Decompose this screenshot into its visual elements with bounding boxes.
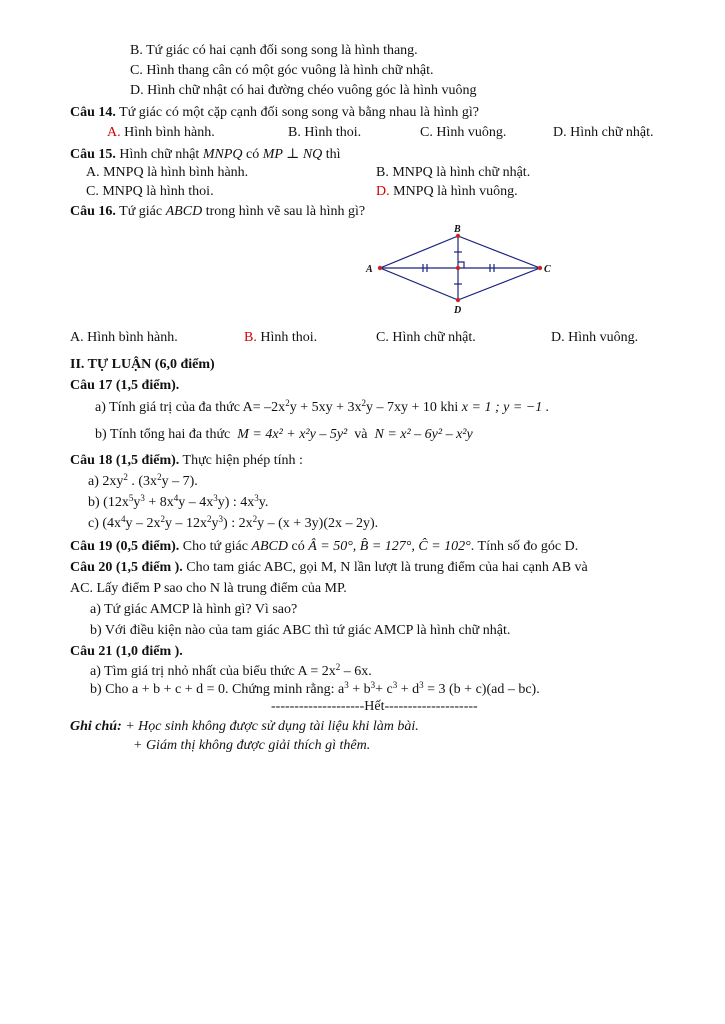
q20-question: [70, 559, 588, 577]
q16-option-a: A. Hình bình hành.: [70, 330, 178, 345]
q18-a: [88, 473, 198, 491]
sup-2: 2: [207, 514, 212, 524]
sup-5: 5: [128, 493, 134, 503]
sup-2: 2: [160, 514, 166, 524]
q14-option-c: C. Hình vuông.: [420, 125, 507, 140]
q19-question: [70, 538, 578, 556]
q15-option-d: [376, 183, 518, 201]
q18-b-3: + 8x: [144, 495, 174, 510]
label-a: A: [366, 264, 373, 275]
q17-b-polynomial-n: N = x² – 6y² – x²y: [374, 427, 473, 442]
q18-c-1: c) (4x: [88, 516, 122, 531]
sup-3: 3: [392, 680, 398, 690]
q19-text-3: . Tính số đo góc D.: [470, 539, 579, 554]
sup-4: 4: [173, 493, 179, 503]
sup-3: 3: [254, 493, 259, 503]
q15-option-d-letter: D.: [376, 184, 390, 199]
q14-option-a: [107, 124, 215, 142]
q21-b-5: = 3 (b + c)(ad – bc).: [423, 682, 540, 697]
sup-2: 2: [361, 398, 366, 408]
sup-3: 3: [140, 493, 145, 503]
q19-text-2: có: [291, 539, 305, 554]
q20-label: Câu 20 (1,5 điểm ).: [70, 560, 183, 575]
q16-option-b-text: Hình thoi.: [260, 330, 318, 345]
q13-option-d: D. Hình chữ nhật có hai đường chéo vuông góc là hình vuông: [130, 83, 477, 98]
q18-question: [70, 452, 303, 470]
q19-text-1: Cho tứ giác: [182, 539, 248, 554]
q16-name: ABCD: [165, 204, 203, 219]
q14-text: Tứ giác có một cặp cạnh đối song song và bằng nhau là hình gì?: [119, 105, 479, 120]
sup-2: 2: [123, 472, 128, 482]
q17-a-condition: x = 1 ; y = −1 .: [461, 400, 550, 415]
q14-question: [70, 104, 479, 122]
q15-text-2: có: [245, 147, 260, 162]
q17-a: [95, 399, 549, 417]
rhombus-figure: [360, 222, 560, 318]
q18-a-3: y – 7).: [161, 474, 198, 489]
sup-2: 2: [335, 662, 341, 672]
sup-3: 3: [419, 680, 424, 690]
point-c: [538, 266, 542, 270]
q16-option-b: [244, 329, 317, 347]
label-b: B: [454, 224, 461, 235]
q15-option-a: A. MNPQ là hình bình hành.: [86, 165, 249, 180]
sup-3: 3: [344, 680, 349, 690]
q15-label: Câu 15.: [70, 147, 116, 162]
q21-b: [90, 681, 540, 699]
q18-a-1: a) 2xy: [88, 474, 124, 489]
q17-a-mid2: y – 7xy + 10 khi: [365, 400, 459, 415]
q21-a-1: a) Tìm giá trị nhỏ nhất của biểu thức A = 2x: [90, 664, 336, 679]
q13-option-b: B. Tứ giác có hai cạnh đối song song là hình thang.: [130, 43, 418, 58]
q20-text-2: AC. Lấy điểm P sao cho N là trung điểm của MP.: [70, 581, 347, 596]
q19-label: Câu 19 (0,5 điểm).: [70, 539, 180, 554]
q18-b-1: b) (12x: [88, 495, 129, 510]
q18-c-4: y: [211, 516, 219, 531]
q17-label: Câu 17 (1,5 điểm).: [70, 378, 180, 393]
q20-b: b) Với điều kiện nào của tam giác ABC thì tứ giác AMCP là hình chữ nhật.: [90, 623, 511, 638]
q18-c: [88, 515, 378, 533]
q16-option-b-letter: B.: [244, 330, 257, 345]
q17-b-polynomial-m: M = 4x² + x²y – 5y²: [237, 427, 348, 442]
q17-b: [95, 426, 473, 444]
q15-condition: MP ⊥ NQ: [262, 147, 323, 162]
point-o: [456, 266, 460, 270]
sup-2: 2: [252, 514, 258, 524]
q20-a: a) Tứ giác AMCP là hình gì? Vì sao?: [90, 602, 298, 617]
q21-a: [90, 663, 372, 681]
q15-question: [70, 146, 341, 164]
q21-b-4: + d: [397, 682, 420, 697]
q18-c-3: y – 12x: [165, 516, 208, 531]
q18-b-6: y.: [258, 495, 269, 510]
q14-option-a-text: Hình bình hành.: [124, 125, 215, 140]
sup-2: 2: [157, 472, 162, 482]
note-text-1: + Học sinh không được sử dụng tài liệu khi làm bài.: [125, 719, 419, 734]
q21-b-3: + c: [375, 682, 393, 697]
sup-3: 3: [213, 493, 218, 503]
q17-b-and: và: [354, 427, 368, 442]
note-label: Ghi chú:: [70, 719, 122, 734]
q16-text-1: Tứ giác: [119, 204, 163, 219]
point-a: [378, 266, 382, 270]
q13-option-c: C. Hình thang cân có một góc vuông là hình chữ nhật.: [130, 63, 434, 78]
q18-text: Thực hiện phép tính :: [182, 453, 303, 468]
q20-text-1: Cho tam giác ABC, gọi M, N lần lượt là trung điểm của hai cạnh AB và: [186, 560, 588, 575]
q16-question: [70, 203, 365, 221]
q15-text-1: Hình chữ nhật: [119, 147, 200, 162]
q17-a-mid1: y + 5xy + 3x: [289, 400, 362, 415]
q18-c-2: y – 2x: [125, 516, 161, 531]
q19-name: ABCD: [251, 539, 288, 554]
q18-b-2: y: [133, 495, 141, 510]
point-d: [456, 298, 460, 302]
q18-b-5: y) : 4x: [217, 495, 255, 510]
sup-4: 4: [121, 514, 126, 524]
q18-b: [88, 494, 268, 512]
part2-title: II. TỰ LUẬN (6,0 điểm): [70, 357, 215, 372]
q16-option-d: D. Hình vuông.: [551, 330, 639, 345]
sup-3: 3: [218, 514, 224, 524]
q15-text-3: thì: [325, 147, 341, 162]
q15-name: MNPQ: [202, 147, 243, 162]
q18-c-6: y – (x + 3y)(2x – 2y).: [257, 516, 379, 531]
q21-b-1: b) Cho a + b + c + d = 0. Chứng minh rằng: a: [90, 682, 345, 697]
label-c: C: [544, 264, 551, 275]
note-line-1: [70, 718, 419, 736]
q18-c-5: ) : 2x: [223, 516, 253, 531]
q17-a-pre: a) Tính giá trị của đa thức A= –2x: [95, 400, 286, 415]
q17-b-pre: b) Tính tổng hai đa thức: [95, 427, 231, 442]
q15-option-b: B. MNPQ là hình chữ nhật.: [376, 165, 531, 180]
q21-a-2: – 6x.: [340, 664, 372, 679]
q14-option-b: B. Hình thoi.: [288, 125, 362, 140]
q18-label: Câu 18 (1,5 điểm).: [70, 453, 180, 468]
q14-label: Câu 14.: [70, 105, 116, 120]
q19-angles: Â = 50°, B̂ = 127°, Ĉ = 102°: [308, 539, 471, 554]
label-d: D: [454, 305, 462, 316]
sup-2: 2: [285, 398, 290, 408]
q15-option-c: C. MNPQ là hình thoi.: [86, 184, 214, 199]
end-marker: --------------------Hết--------------------: [271, 699, 478, 714]
q21-label: Câu 21 (1,0 điểm ).: [70, 644, 183, 659]
q21-b-2: + b: [348, 682, 371, 697]
q16-option-c: C. Hình chữ nhật.: [376, 330, 476, 345]
note-line-2: + Giám thị không được giải thích gì thêm.: [133, 738, 371, 753]
q14-option-a-letter: A.: [107, 125, 121, 140]
q18-b-4: y – 4x: [178, 495, 214, 510]
q15-option-d-text: MNPQ là hình vuông.: [393, 184, 518, 199]
q14-option-d: D. Hình chữ nhật.: [553, 125, 654, 140]
q16-text-2: trong hình vẽ sau là hình gì?: [205, 204, 366, 219]
sup-3: 3: [370, 680, 376, 690]
q18-a-2: . (3x: [127, 474, 158, 489]
q16-label: Câu 16.: [70, 204, 116, 219]
